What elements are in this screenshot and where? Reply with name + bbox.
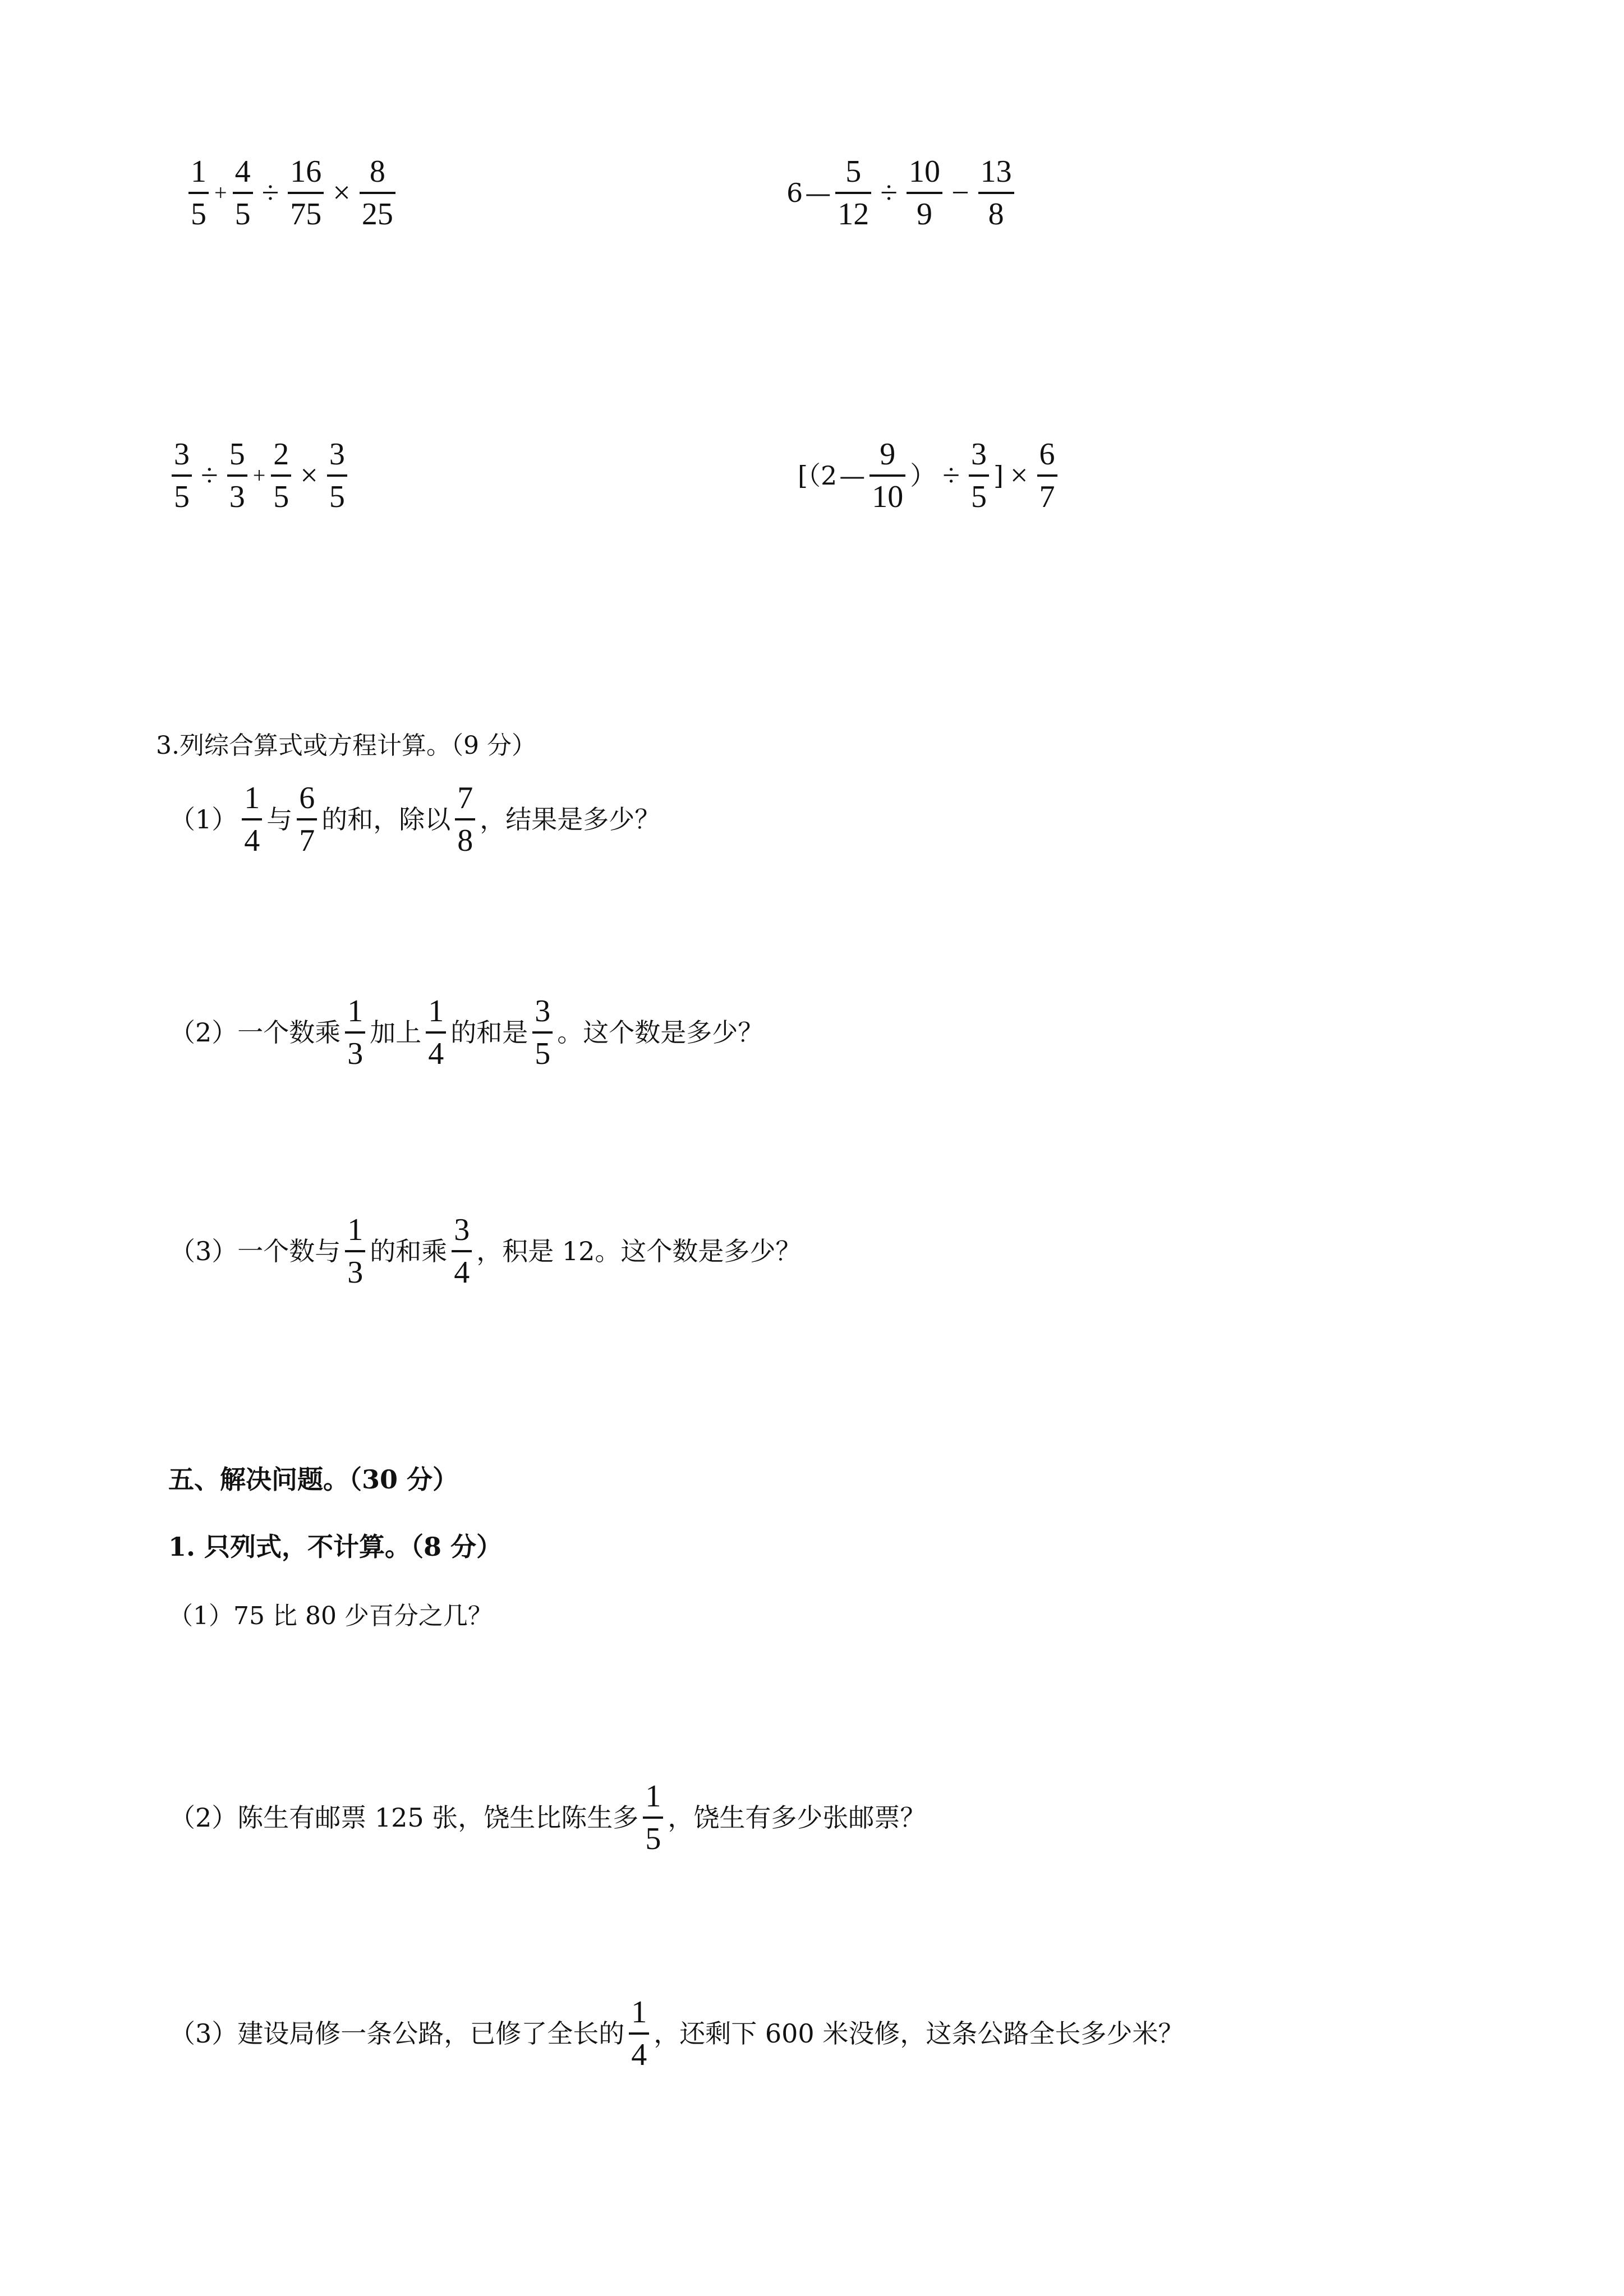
- text-segment: [（2: [798, 460, 838, 491]
- fraction-numerator: 13: [980, 154, 1012, 189]
- text-segment: 与: [266, 804, 293, 835]
- fraction: [297, 782, 317, 856]
- text-segment: （1）: [169, 804, 238, 835]
- minus-sign: −: [951, 176, 969, 210]
- section3-question-2: [168, 995, 765, 1069]
- fraction: [907, 156, 942, 230]
- fraction-denominator: 4: [631, 2037, 647, 2072]
- fraction-numerator: 6: [1039, 437, 1055, 472]
- fraction-numerator: 3: [329, 437, 345, 472]
- fraction: [835, 156, 871, 230]
- fraction-denominator: 5: [234, 197, 251, 232]
- fraction-numerator: 9: [880, 437, 896, 472]
- text-segment: —: [839, 460, 866, 491]
- times-sign: ×: [1010, 458, 1028, 493]
- fraction-denominator: 5: [191, 197, 206, 232]
- fraction-denominator: 5: [273, 480, 289, 514]
- fraction-numerator: 5: [229, 437, 245, 472]
- fraction-numerator: 1: [347, 1212, 364, 1247]
- fraction: [1037, 439, 1057, 513]
- fraction: [227, 439, 247, 513]
- divide-sign: ÷: [201, 458, 218, 493]
- fraction-denominator: 5: [970, 480, 987, 514]
- fraction: [188, 156, 209, 230]
- text-segment: ，饶生有多少张邮票？: [668, 1802, 926, 1833]
- divide-sign: ÷: [261, 176, 279, 210]
- fraction: [978, 156, 1014, 230]
- fraction-numerator: 2: [273, 437, 289, 472]
- fraction: [242, 782, 262, 856]
- text-segment: 的和乘: [370, 1236, 448, 1266]
- fraction-denominator: 3: [347, 1255, 364, 1290]
- fraction-denominator: 4: [428, 1036, 444, 1071]
- fraction: [426, 995, 446, 1069]
- fraction: [643, 1781, 663, 1855]
- fraction-numerator: 1: [645, 1779, 661, 1814]
- fraction-numerator: 8: [369, 154, 385, 189]
- plus-sign: +: [252, 463, 266, 488]
- text-segment: （2）陈生有邮票 125 张，饶生比陈生多: [169, 1802, 639, 1833]
- section3-question-1: [168, 782, 661, 856]
- text-segment: 。这个数是多少？: [557, 1017, 764, 1048]
- fraction: [629, 1997, 649, 2071]
- fraction-numerator: 4: [234, 154, 251, 189]
- text-segment: ，还剩下 600 米没修，这条公路全长多少米？: [654, 2018, 1184, 2049]
- fraction: [345, 995, 365, 1069]
- section5-question-3: [168, 1997, 1185, 2071]
- section5-question-2: [168, 1781, 927, 1855]
- times-sign: ×: [333, 176, 351, 210]
- section5-sub1: 1. 只列式，不计算。（8 分）: [168, 1532, 503, 1562]
- fraction-denominator: 75: [290, 197, 322, 232]
- text-segment: 的和，除以: [321, 804, 451, 835]
- fraction: [532, 995, 553, 1069]
- text-segment: 6: [786, 178, 803, 208]
- fraction: [172, 439, 192, 513]
- divide-sign: ÷: [942, 458, 960, 493]
- fraction: [327, 439, 347, 513]
- text-segment: ，积是 12。这个数是多少？: [476, 1236, 802, 1266]
- text-segment: ]: [993, 460, 1004, 491]
- fraction-denominator: 7: [1039, 480, 1055, 514]
- fraction-numerator: 3: [535, 994, 551, 1029]
- fraction-denominator: 8: [988, 197, 1004, 232]
- fraction: [288, 156, 324, 230]
- calc-expression-3: [168, 439, 351, 513]
- text-segment: （3）一个数与: [169, 1236, 341, 1266]
- fraction-denominator: 12: [838, 197, 869, 232]
- text-segment: （2）一个数乘: [169, 1017, 341, 1048]
- section3-heading: 3.列综合算式或方程计算。（9 分）: [156, 731, 536, 760]
- text-segment: ，结果是多少？: [480, 804, 661, 835]
- text-segment: 的和是: [450, 1017, 528, 1048]
- fraction: [455, 782, 475, 856]
- fraction-denominator: 8: [457, 823, 473, 858]
- section5-question-1: （1）75 比 80 少百分之几？: [168, 1602, 493, 1630]
- fraction-denominator: 5: [645, 1822, 661, 1856]
- fraction-numerator: 6: [299, 781, 315, 815]
- fraction-denominator: 25: [361, 197, 393, 232]
- fraction-numerator: 3: [174, 437, 190, 472]
- times-sign: ×: [300, 458, 318, 493]
- fraction-numerator: 10: [909, 154, 941, 189]
- text-segment: （3）建设局修一条公路，已修了全长的: [169, 2018, 625, 2049]
- text-segment: —: [805, 178, 831, 208]
- fraction-denominator: 4: [454, 1255, 470, 1290]
- calc-expression-1: [185, 156, 399, 230]
- fraction-numerator: 1: [191, 154, 206, 189]
- fraction-denominator: 4: [244, 823, 260, 858]
- calc-expression-4: [797, 439, 1061, 513]
- fraction-numerator: 1: [244, 781, 260, 815]
- fraction-numerator: 16: [290, 154, 322, 189]
- fraction: [271, 439, 291, 513]
- plus-sign: +: [214, 180, 227, 205]
- text-segment: 加上: [370, 1017, 422, 1048]
- fraction-denominator: 3: [347, 1036, 364, 1071]
- fraction-denominator: 10: [872, 480, 904, 514]
- fraction-numerator: 1: [428, 994, 444, 1029]
- fraction-numerator: 3: [970, 437, 987, 472]
- text-segment: ）: [910, 460, 936, 491]
- fraction-denominator: 5: [329, 480, 345, 514]
- fraction-denominator: 3: [229, 480, 245, 514]
- section3-question-3: [168, 1214, 802, 1288]
- fraction-numerator: 5: [845, 154, 862, 189]
- fraction-denominator: 5: [535, 1036, 551, 1071]
- fraction-numerator: 3: [454, 1212, 470, 1247]
- fraction: [233, 156, 253, 230]
- fraction: [869, 439, 905, 513]
- fraction: [345, 1214, 365, 1288]
- section5-heading: 五、解决问题。（30 分）: [168, 1464, 459, 1495]
- fraction: [360, 156, 395, 230]
- divide-sign: ÷: [880, 176, 898, 210]
- fraction-denominator: 9: [917, 197, 933, 232]
- fraction-numerator: 1: [347, 994, 364, 1029]
- fraction-numerator: 1: [631, 1995, 647, 2030]
- fraction: [969, 439, 989, 513]
- fraction: [452, 1214, 472, 1288]
- fraction-numerator: 7: [457, 781, 473, 815]
- calc-expression-2: [785, 156, 1018, 230]
- fraction-denominator: 5: [174, 480, 190, 514]
- fraction-denominator: 7: [299, 823, 315, 858]
